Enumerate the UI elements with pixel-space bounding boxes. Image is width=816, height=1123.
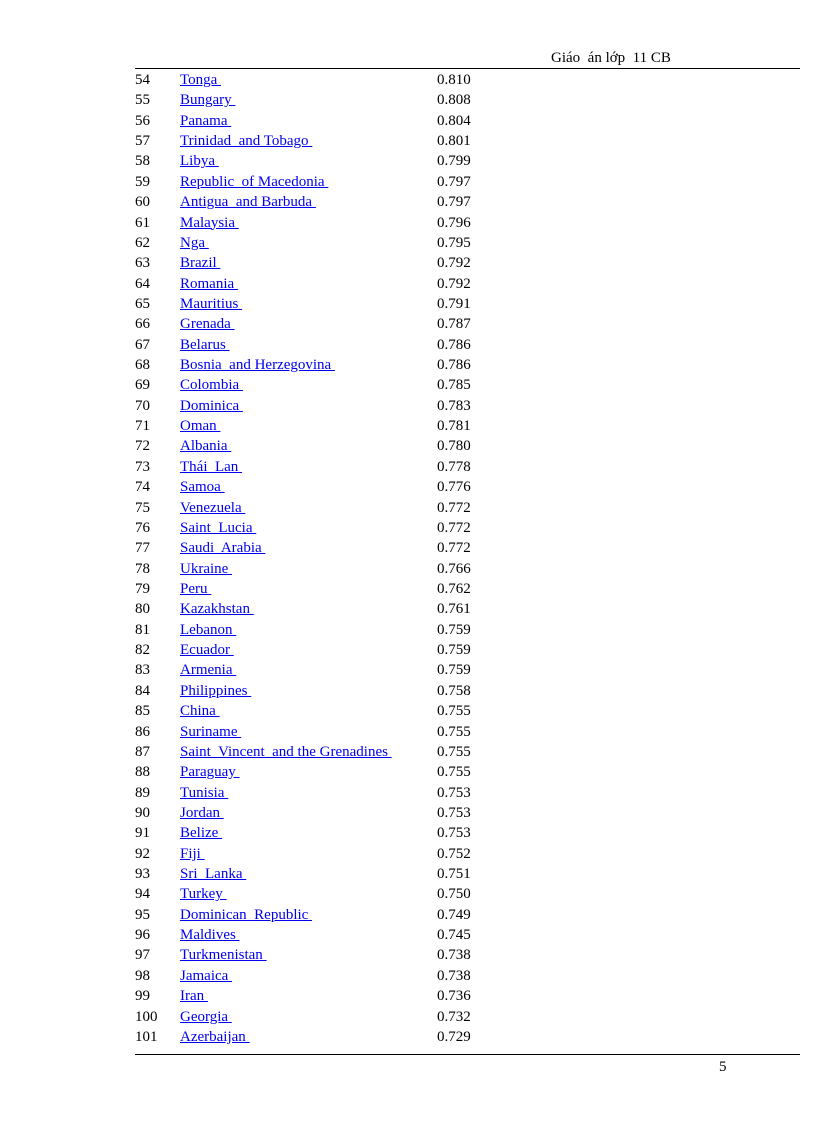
country-link[interactable]: Romania	[180, 275, 238, 292]
country-link[interactable]: Trinidad and Tobago	[180, 133, 313, 150]
country-link[interactable]: Nga	[180, 234, 209, 251]
country-link[interactable]: Tunisia	[180, 784, 229, 801]
table-row	[0, 131, 816, 151]
rank-cell: 54	[135, 72, 150, 88]
country-link[interactable]: Armenia	[180, 662, 237, 679]
table-row	[0, 416, 816, 436]
hdi-value: 0.729	[437, 1028, 471, 1045]
hdi-value: 0.755	[437, 764, 471, 781]
rank-cell: 61	[135, 214, 150, 231]
table-row	[0, 253, 816, 273]
rank-cell: 79	[135, 580, 150, 597]
rank-cell: 86	[135, 723, 150, 740]
table-row	[0, 1027, 816, 1047]
country-link[interactable]: Saudi Arabia	[180, 540, 266, 557]
country-link[interactable]: Brazil	[180, 255, 221, 272]
table-row	[0, 966, 816, 986]
table-row	[0, 151, 816, 171]
hdi-value: 0.797	[437, 173, 471, 190]
table-row	[0, 396, 816, 416]
table-row	[0, 925, 816, 945]
rank-cell: 60	[135, 194, 150, 211]
hdi-value: 0.804	[437, 112, 471, 129]
hdi-value: 0.753	[437, 784, 471, 801]
table-row	[0, 864, 816, 884]
table-row	[0, 986, 816, 1006]
rank-cell: 57	[135, 133, 150, 150]
rank-cell: 95	[135, 906, 150, 923]
rank-cell: 81	[135, 621, 150, 638]
table-row	[0, 294, 816, 314]
country-link[interactable]: Bungary	[180, 92, 236, 109]
hdi-value: 0.751	[437, 866, 471, 883]
rank-cell: 67	[135, 336, 150, 353]
rank-cell: 76	[135, 519, 150, 536]
table-row	[0, 620, 816, 640]
country-link[interactable]: Dominica	[180, 397, 243, 414]
hdi-value: 0.792	[437, 255, 471, 272]
country-link[interactable]: Bosnia and Herzegovina	[180, 357, 335, 374]
rank-cell: 75	[135, 499, 150, 516]
rank-cell: 74	[135, 479, 150, 496]
rank-cell: 97	[135, 947, 150, 964]
country-link[interactable]: Colombia	[180, 377, 243, 394]
rank-cell: 100	[135, 1008, 158, 1025]
table-row	[0, 70, 816, 90]
rank-cell: 94	[135, 886, 150, 903]
hdi-value: 0.808	[437, 92, 471, 109]
hdi-value: 0.738	[437, 967, 471, 984]
table-row	[0, 844, 816, 864]
hdi-value: 0.783	[437, 397, 471, 414]
hdi-value: 0.738	[437, 947, 471, 964]
hdi-value: 0.792	[437, 275, 471, 292]
country-link[interactable]: Venezuela	[180, 499, 246, 516]
rank-cell: 85	[135, 703, 150, 720]
rank-cell: 71	[135, 418, 150, 435]
table-row	[0, 172, 816, 192]
hdi-value: 0.786	[437, 336, 471, 353]
hdi-value: 0.785	[437, 377, 471, 394]
country-table	[0, 70, 816, 1047]
hdi-value: 0.753	[437, 804, 471, 821]
hdi-value: 0.797	[437, 194, 471, 211]
table-row	[0, 355, 816, 375]
table-row	[0, 660, 816, 680]
rank-cell: 84	[135, 682, 150, 699]
rank-cell: 70	[135, 397, 150, 414]
rank-cell: 72	[135, 438, 150, 455]
table-row	[0, 498, 816, 518]
page-header: Giáo án lớp 11 CB	[551, 50, 671, 66]
country-link[interactable]: Turkmenistan	[180, 947, 267, 964]
hdi-value: 0.736	[437, 988, 471, 1005]
country-link[interactable]: Peru	[180, 580, 212, 597]
country-link[interactable]: Belarus	[180, 336, 230, 353]
rank-cell: 83	[135, 662, 150, 679]
hdi-value: 0.755	[437, 703, 471, 720]
country-link[interactable]: Thái Lan	[180, 458, 243, 475]
country-link[interactable]: Saint Lucia	[180, 519, 257, 536]
hdi-value: 0.762	[437, 580, 471, 597]
country-link[interactable]: Azerbaijan	[180, 1028, 250, 1045]
hdi-value: 0.753	[437, 825, 471, 842]
table-row	[0, 457, 816, 477]
country-link[interactable]: Philippines	[180, 682, 252, 699]
table-row	[0, 314, 816, 334]
country-link[interactable]: Paraguay	[180, 764, 240, 781]
country-link[interactable]: Mauritius	[180, 295, 243, 312]
hdi-value: 0.758	[437, 682, 471, 699]
country-link[interactable]: China	[180, 703, 220, 720]
rank-cell: 59	[135, 173, 150, 190]
table-row	[0, 213, 816, 233]
table-row	[0, 884, 816, 904]
rank-cell: 90	[135, 804, 150, 821]
country-link[interactable]: Libya	[180, 153, 219, 170]
hdi-value: 0.786	[437, 357, 471, 374]
hdi-value: 0.759	[437, 662, 471, 679]
table-row	[0, 599, 816, 619]
table-row	[0, 762, 816, 782]
rank-cell: 93	[135, 866, 150, 883]
country-link[interactable]: Turkey	[180, 886, 227, 903]
country-link[interactable]: Republic of Macedonia	[180, 173, 329, 190]
table-row	[0, 192, 816, 212]
country-link[interactable]: Georgia	[180, 1008, 232, 1025]
table-row	[0, 823, 816, 843]
table-row	[0, 722, 816, 742]
hdi-value: 0.750	[437, 886, 471, 903]
rank-cell: 92	[135, 845, 150, 862]
rank-cell: 68	[135, 357, 150, 374]
country-link[interactable]: Ukraine	[180, 560, 233, 577]
country-link[interactable]: Lebanon	[180, 621, 237, 638]
hdi-value: 0.761	[437, 601, 471, 618]
rank-cell: 55	[135, 92, 150, 109]
hdi-value: 0.799	[437, 153, 471, 170]
country-link[interactable]: Malaysia	[180, 214, 239, 231]
table-row	[0, 945, 816, 965]
hdi-value: 0.745	[437, 927, 471, 944]
hdi-value: 0.780	[437, 438, 471, 455]
hdi-value: 0.732	[437, 1008, 471, 1025]
hdi-value: 0.772	[437, 499, 471, 516]
rank-cell: 64	[135, 275, 150, 292]
country-link[interactable]: Jamaica	[180, 967, 233, 984]
rank-cell: 87	[135, 743, 150, 760]
country-link[interactable]: Grenada	[180, 316, 235, 333]
rank-cell: 63	[135, 255, 150, 272]
hdi-value: 0.781	[437, 418, 471, 435]
rank-cell: 82	[135, 642, 150, 659]
rank-cell: 101	[135, 1028, 158, 1045]
country-link[interactable]: Fiji	[180, 845, 205, 862]
table-row	[0, 538, 816, 558]
hdi-value: 0.759	[437, 642, 471, 659]
table-row	[0, 559, 816, 579]
table-row	[0, 1007, 816, 1027]
hdi-value: 0.810	[437, 72, 471, 88]
rank-cell: 56	[135, 112, 150, 129]
rank-cell: 96	[135, 927, 150, 944]
hdi-value: 0.749	[437, 906, 471, 923]
rank-cell: 65	[135, 295, 150, 312]
hdi-value: 0.801	[437, 133, 471, 150]
hdi-value: 0.795	[437, 234, 471, 251]
table-row	[0, 640, 816, 660]
country-link[interactable]: Iran	[180, 988, 208, 1005]
table-row	[0, 375, 816, 395]
rank-cell: 77	[135, 540, 150, 557]
country-link[interactable]: Kazakhstan	[180, 601, 254, 618]
rank-cell: 66	[135, 316, 150, 333]
hdi-value: 0.755	[437, 743, 471, 760]
table-row	[0, 783, 816, 803]
table-row	[0, 111, 816, 131]
country-link[interactable]: Saint Vincent and the Grenadines	[180, 743, 392, 760]
rank-cell: 98	[135, 967, 150, 984]
country-link[interactable]: Oman	[180, 418, 221, 435]
table-row	[0, 518, 816, 538]
country-link[interactable]: Suriname	[180, 723, 242, 740]
hdi-value: 0.776	[437, 479, 471, 496]
hdi-value: 0.778	[437, 458, 471, 475]
page-number: 5	[719, 1059, 727, 1075]
hdi-value: 0.772	[437, 540, 471, 557]
country-link[interactable]: Albania	[180, 438, 232, 455]
table-row	[0, 335, 816, 355]
hdi-value: 0.752	[437, 845, 471, 862]
table-row	[0, 90, 816, 110]
hdi-value: 0.796	[437, 214, 471, 231]
hdi-value: 0.755	[437, 723, 471, 740]
country-link[interactable]: Samoa	[180, 479, 225, 496]
hdi-value: 0.772	[437, 519, 471, 536]
table-row	[0, 701, 816, 721]
table-row	[0, 477, 816, 497]
rank-cell: 73	[135, 458, 150, 475]
rank-cell: 62	[135, 234, 150, 251]
country-link[interactable]: Jordan	[180, 804, 224, 821]
table-row	[0, 742, 816, 762]
rank-cell: 69	[135, 377, 150, 394]
table-row	[0, 436, 816, 456]
table-row	[0, 803, 816, 823]
hdi-value: 0.787	[437, 316, 471, 333]
rank-cell: 88	[135, 764, 150, 781]
table-row	[0, 905, 816, 925]
rank-cell: 80	[135, 601, 150, 618]
rank-cell: 91	[135, 825, 150, 842]
country-link[interactable]: Belize	[180, 825, 223, 842]
country-link[interactable]: Ecuador	[180, 642, 234, 659]
table-row	[0, 233, 816, 253]
table-row	[0, 681, 816, 701]
hdi-value: 0.791	[437, 295, 471, 312]
country-link[interactable]: Panama	[180, 112, 232, 129]
footer-rule	[135, 1054, 800, 1055]
rank-cell: 89	[135, 784, 150, 801]
country-link[interactable]: Tonga	[180, 72, 222, 88]
rank-cell: 78	[135, 560, 150, 577]
country-link[interactable]: Sri Lanka	[180, 866, 247, 883]
hdi-value: 0.759	[437, 621, 471, 638]
hdi-value: 0.766	[437, 560, 471, 577]
header-rule	[135, 68, 800, 69]
rank-cell: 99	[135, 988, 150, 1005]
rank-cell: 58	[135, 153, 150, 170]
country-link[interactable]: Maldives	[180, 927, 240, 944]
table-row	[0, 579, 816, 599]
table-row	[0, 274, 816, 294]
country-link[interactable]: Dominican Republic	[180, 906, 313, 923]
country-link[interactable]: Antigua and Barbuda	[180, 194, 316, 211]
